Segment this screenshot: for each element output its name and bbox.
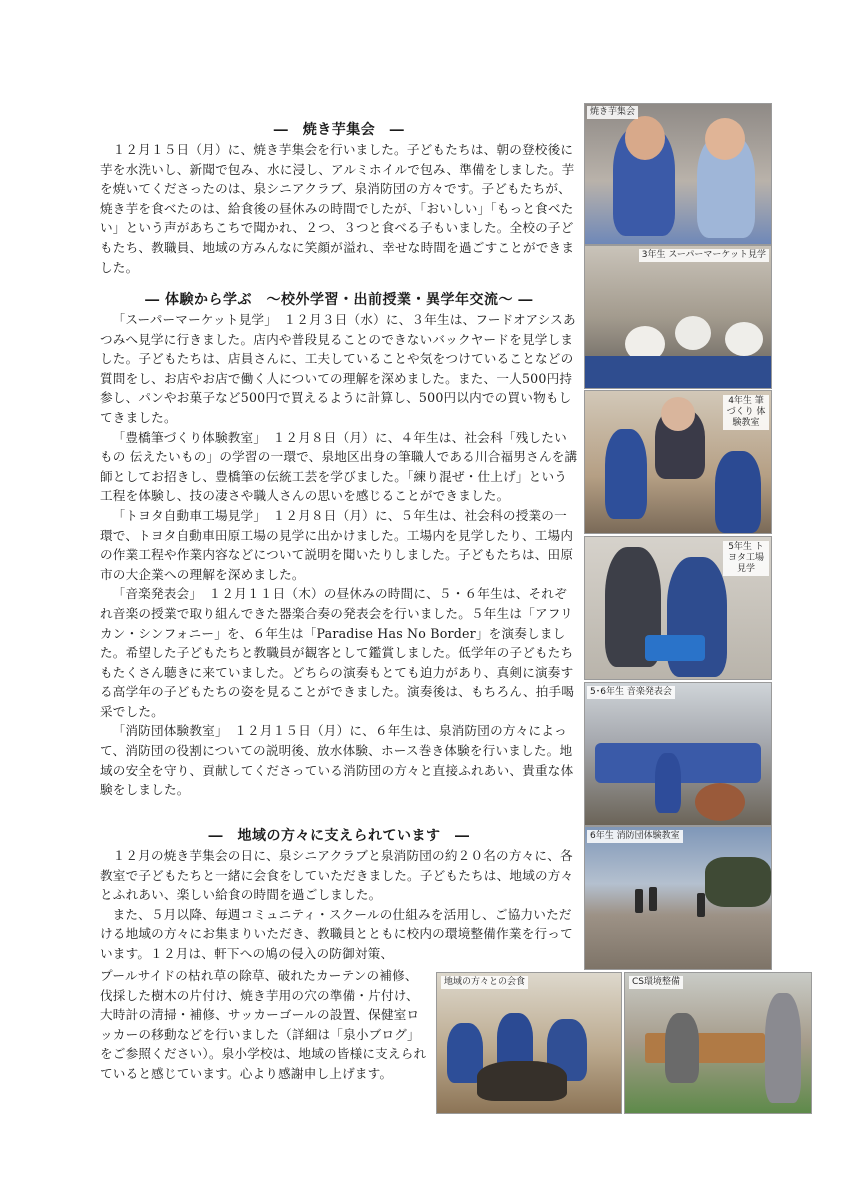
paragraph: 「音楽発表会」 １２月１１日（木）の昼休みの時間に、５・６年生は、それぞれ音楽の授業で取り組んできた器楽合奏の発表会を行いました。５年生は「アフリカン・シンフォニー」を、６年生は「Paradise Has No Border」を演奏しました。希望した子どもたちと教職員が観客として鑑賞しました。低学年の子どもたちもたくさん聴きに来ていました。どちらの演奏もとても迫力があり、真剣に演奏する高学年の子どもたちの姿を見ることができました。演奏後は、もちろん、拍手喝采でした。 <box>100 586 575 719</box>
paragraph: プールサイドの枯れ草の除草、破れたカーテンの補修、伐採した樹木の片付け、焼き芋用の穴の準備・片付け、大時計の清掃・補修、サッカーゴールの設置、保健室ロッカーの移動などを行いました（詳細は「泉小ブログ」をご参照ください）。泉小学校は、地域の皆様に支えられていると感じています。心より感謝申し上げます。 <box>100 968 427 1081</box>
photo-yakiimo <box>584 103 772 245</box>
photo-shoubou <box>584 826 772 970</box>
photo-supermarket <box>584 245 772 389</box>
photo-toyota <box>584 536 772 680</box>
photo-kaishoku <box>436 972 622 1114</box>
section-chiiki-cont <box>100 966 430 1084</box>
paragraph: 「豊橋筆づくり体験教室」 １２月８日（月）に、４年生は、社会科「残したいもの 伝えたいもの」の学習の一環で、泉地区出身の筆職人である川合福男さんを講師としてお招きし、豊橋筆の伝統工芸を学びました。「練り混ぜ・仕上げ」という工程を体験し、技の凄さや職人さんの思いを感じることができました。 <box>100 429 578 504</box>
photo-caption: 6年生 消防団体験教室 <box>587 830 683 843</box>
section-title-yakiimo: ― 焼き芋集会 ― <box>273 122 405 138</box>
photo-caption: 5年生 トヨタ工場 見学 <box>723 541 769 576</box>
photo-caption: 4年生 筆づくり 体験教室 <box>723 395 769 430</box>
paragraph: また、５月以降、毎週コミュニティ・スクールの仕組みを活用し、ご協力いただける地域の方々にお集まりいただき、教職員とともに校内の環境整備作業を行っています。１２月は、軒下への鳩の侵入の防御対策、 <box>100 906 573 961</box>
paragraph: １２月１５日（月）に、焼き芋集会を行いました。子どもたちは、朝の登校後に芋を水洗いし、新聞で包み、水に浸し、アルミホイルで包み、準備をしました。芋を焼いてくださったのは、泉シニアクラブ、泉消防団の方々です。子どもたちが、焼き芋を食べたのは、給食後の昼休みの時間でしたが、「おいしい」「もっと食べたい」という声があちこちで聞かれ、２つ、３つと食べる子もいました。全校の子どもたち、教職員、地域の方みんなに笑顔が溢れ、幸せな時間を過ごすことができました。 <box>100 142 575 275</box>
photo-caption: 地域の方々との会食 <box>441 976 528 989</box>
photo-caption: 焼き芋集会 <box>587 106 638 119</box>
paragraph: 「トヨタ自動車工場見学」 １２月８日（月）に、５年生は、社会科の授業の一環で、トヨタ自動車田原工場の見学に出かけました。工場内を見学したり、工場内の作業工程や作業内容などについて説明を聞いたりしました。子どもたちは、田原市の大企業への理解を深めました。 <box>100 507 574 582</box>
section-title-taiken: ― 体験から学ぶ ～校外学習・出前授業・異学年交流～ ― <box>145 292 533 308</box>
section-chiiki <box>100 826 578 964</box>
paragraph: １２月の焼き芋集会の日に、泉シニアクラブと泉消防団の約２０名の方々に、各教室で子どもたちと一緒に会食をしていただきました。子どもたちは、地域の方々とふれあい、楽しい給食の時間を過ごしました。 <box>100 848 574 903</box>
paragraph: 「消防団体験教室」 １２月１５日（月）に、６年生は、泉消防団の方々によって、消防団の役割についての説明後、放水体験、ホース巻き体験を行いました。地域の安全を守り、貢献してくださっている消防団の方々と直接ふれあい、貴重な体験をしました。 <box>100 723 574 798</box>
photo-caption: 5･6年生 音楽発表会 <box>587 686 675 699</box>
section-taiken <box>100 290 578 800</box>
photo-caption: CS環境整備 <box>629 976 683 989</box>
paragraph: 「スーパーマーケット見学」 １２月３日（水）に、３年生は、フードオアシスあつみへ見学に行きました。店内や普段見ることのできないバックヤードを見学しました。子どもたちは、店員さんに、工夫していることや気をつけていることなどの質問をし、お店やお店で働く人についての理解を深めました。また、一人500円持参し、パンやお菓子など500円で買えるように計算し、500円以内での買い物もしてきました。 <box>100 312 576 425</box>
photo-fude <box>584 390 772 534</box>
section-title-chiiki: ― 地域の方々に支えられています ― <box>208 828 470 844</box>
photo-caption: 3年生 スーパーマーケット見学 <box>639 249 769 262</box>
photo-cs <box>624 972 812 1114</box>
section-yakiimo <box>100 120 578 277</box>
photo-ongaku <box>584 682 772 826</box>
